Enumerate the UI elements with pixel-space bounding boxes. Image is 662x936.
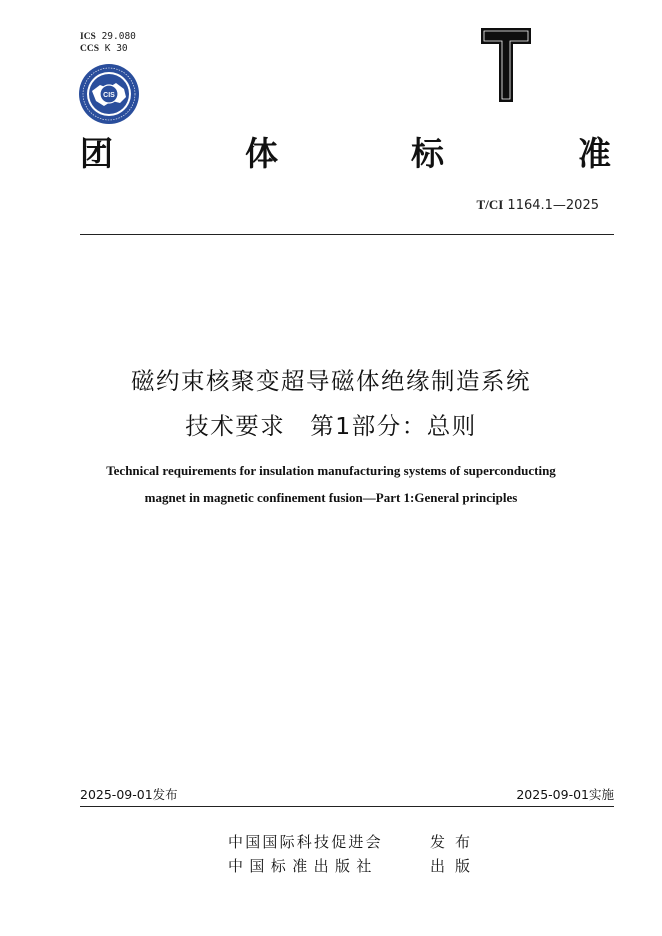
category-letter-t xyxy=(480,27,532,103)
standard-number-prefix: T/CI xyxy=(476,197,504,212)
header-divider xyxy=(80,234,614,235)
classification-codes xyxy=(80,31,136,55)
standard-type-char-3: 标 xyxy=(411,134,444,173)
english-title-line-2: magnet in magnetic confinement fusion—Part 1:General principles xyxy=(144,490,518,505)
organization-seal-logo xyxy=(78,63,140,125)
ics-label: ICS xyxy=(80,32,96,42)
press-role: 出版 xyxy=(430,857,481,875)
ics-code: 29.080 xyxy=(101,31,136,42)
publish-date: 2025-09-01发布 xyxy=(80,787,178,802)
standard-type-char-4: 准 xyxy=(578,134,611,173)
standard-type-char-1: 团 xyxy=(80,134,113,173)
ccs-label: CCS xyxy=(80,44,100,54)
publisher-role: 发布 xyxy=(430,833,481,851)
logo-text: CIS xyxy=(103,92,115,99)
standard-number-value: 1164.1—2025 xyxy=(507,198,599,213)
standard-number xyxy=(477,197,599,213)
chinese-title-line-1: 磁约束核聚变超导磁体绝缘制造系统 xyxy=(131,367,531,395)
english-title-line-1: Technical requirements for insulation manufacturing systems of superconducting xyxy=(106,463,556,478)
ics-line xyxy=(80,31,136,43)
publisher-org: 中国国际科技促进会 xyxy=(228,833,383,851)
ccs-line xyxy=(80,43,136,55)
ccs-code: K 30 xyxy=(104,43,128,54)
standard-type-char-2: 体 xyxy=(245,134,278,173)
chinese-title-line-2: 技术要求 第1部分：总则 xyxy=(185,412,477,440)
standard-type-heading xyxy=(80,130,612,180)
implement-date: 2025-09-01实施 xyxy=(516,787,614,802)
press-org: 中国标准出版社 xyxy=(228,857,378,875)
category-letter-text: T xyxy=(505,100,507,102)
footer-divider xyxy=(80,806,614,807)
